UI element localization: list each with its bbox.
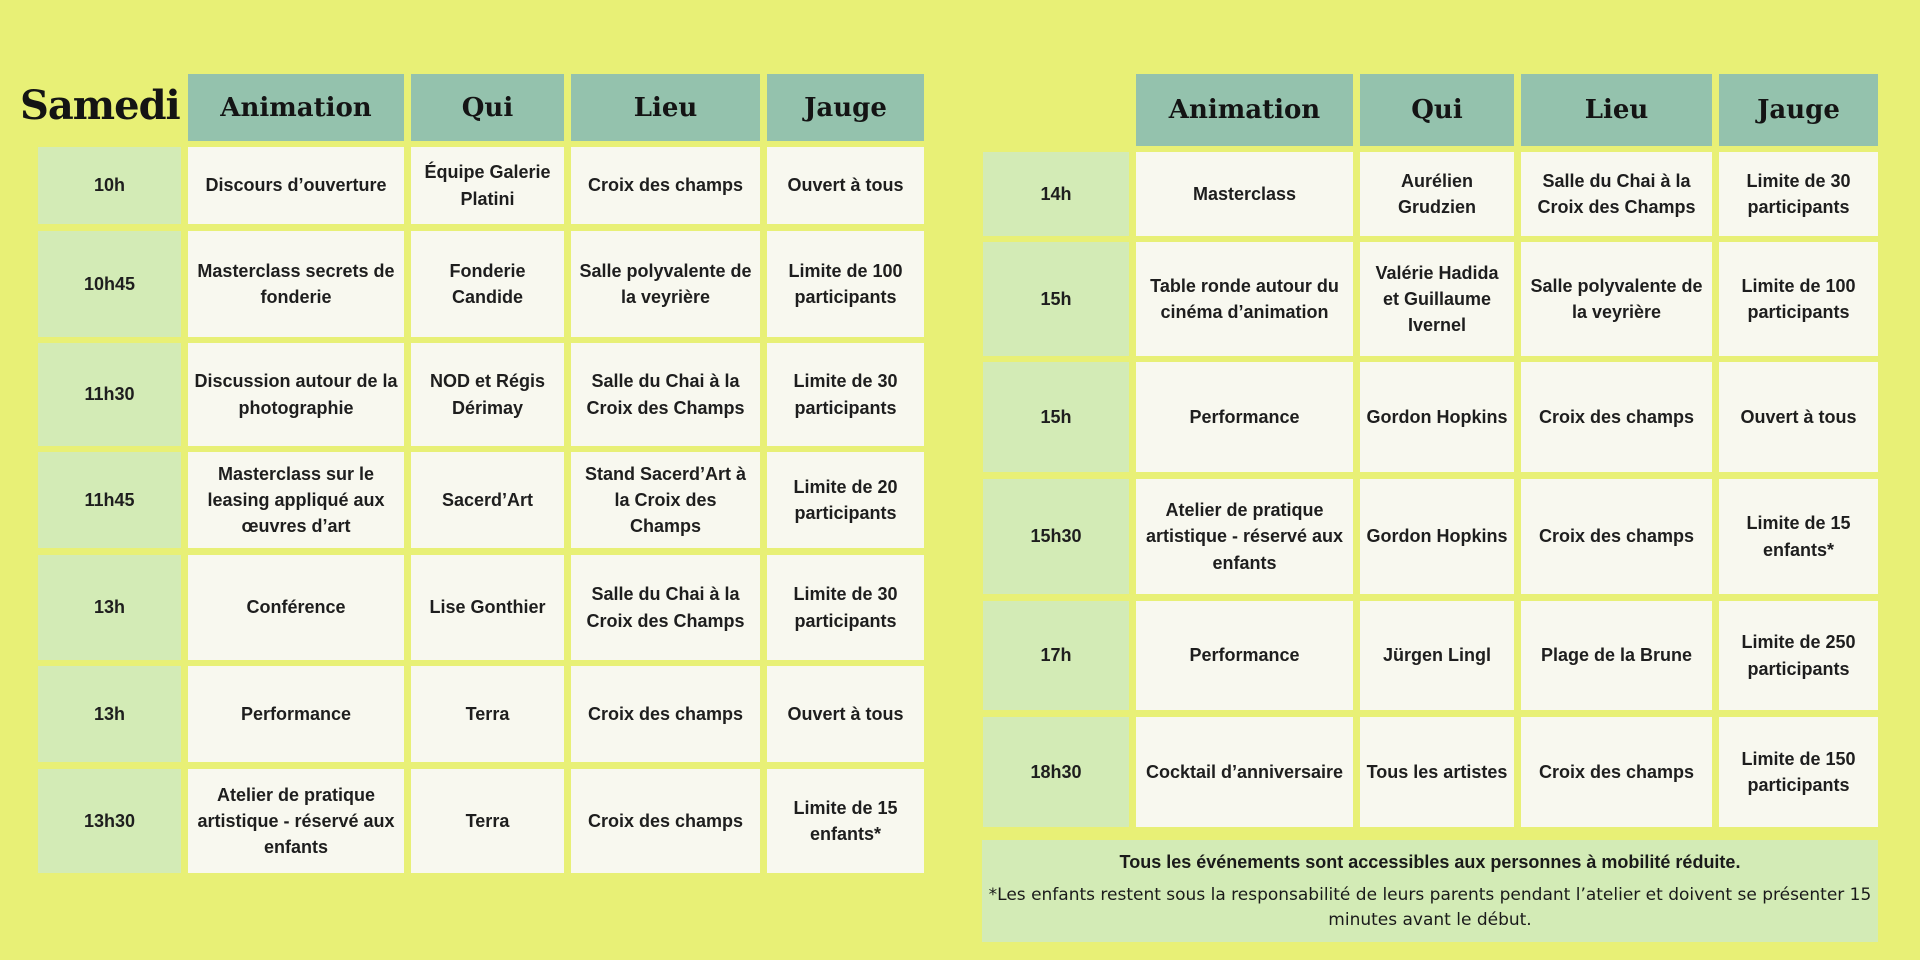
- cell-animation: Table ronde autour du cinéma d’animation: [1136, 242, 1353, 356]
- cell-qui: Aurélien Grudzien: [1360, 152, 1514, 236]
- header-jauge: Jauge: [1719, 74, 1878, 146]
- cell-qui: Fonderie Candide: [411, 231, 564, 337]
- cell-time: 14h: [983, 152, 1129, 236]
- cell-jauge: Limite de 30 participants: [767, 343, 924, 446]
- cell-jauge: Ouvert à tous: [767, 147, 924, 224]
- cell-animation: Cocktail d’anniversaire: [1136, 717, 1353, 827]
- cell-jauge: Limite de 100 participants: [1719, 242, 1878, 356]
- cell-animation: Discussion autour de la photographie: [188, 343, 404, 446]
- cell-animation: Masterclass secrets de fonderie: [188, 231, 404, 337]
- cell-animation: Performance: [1136, 362, 1353, 472]
- cell-animation: Masterclass sur le leasing appliqué aux œuvres d’art: [188, 452, 404, 548]
- cell-animation: Performance: [1136, 601, 1353, 710]
- cell-jauge: Limite de 15 enfants*: [767, 769, 924, 873]
- cell-animation: Conférence: [188, 555, 404, 660]
- cell-jauge: Limite de 150 participants: [1719, 717, 1878, 827]
- cell-jauge: Limite de 15 enfants*: [1719, 479, 1878, 594]
- cell-animation: Atelier de pratique artistique - réservé aux enfants: [1136, 479, 1353, 594]
- cell-lieu: Salle polyvalente de la veyrière: [1521, 242, 1712, 356]
- cell-animation: Discours d’ouverture: [188, 147, 404, 224]
- header-animation: Animation: [1136, 74, 1353, 146]
- header-jauge: Jauge: [767, 74, 924, 141]
- cell-lieu: Plage de la Brune: [1521, 601, 1712, 710]
- cell-time: 13h30: [38, 769, 181, 873]
- cell-lieu: Salle du Chai à la Croix des Champs: [1521, 152, 1712, 236]
- cell-qui: NOD et Régis Dérimay: [411, 343, 564, 446]
- cell-time: 10h: [38, 147, 181, 224]
- cell-jauge: Limite de 30 participants: [1719, 152, 1878, 236]
- cell-jauge: Limite de 100 participants: [767, 231, 924, 337]
- cell-qui: Sacerd’Art: [411, 452, 564, 548]
- cell-qui: Équipe Galerie Platini: [411, 147, 564, 224]
- cell-lieu: Croix des champs: [571, 769, 760, 873]
- cell-jauge: Ouvert à tous: [767, 666, 924, 762]
- cell-time: 15h: [983, 242, 1129, 356]
- children-note: *Les enfants restent sous la responsabilité de leurs parents pendant l’atelier et doivent se présenter 15 minutes avant le début.: [988, 885, 1872, 930]
- cell-time: 15h30: [983, 479, 1129, 594]
- cell-qui: Lise Gonthier: [411, 555, 564, 660]
- cell-jauge: Limite de 250 participants: [1719, 601, 1878, 710]
- accessibility-note: Tous les événements sont accessibles aux personnes à mobilité réduite.: [1119, 852, 1741, 872]
- cell-qui: Gordon Hopkins: [1360, 362, 1514, 472]
- cell-lieu: Croix des champs: [1521, 717, 1712, 827]
- day-title: Samedi: [20, 82, 180, 129]
- header-animation: Animation: [188, 74, 404, 141]
- cell-time: 13h: [38, 666, 181, 762]
- cell-jauge: Limite de 30 participants: [767, 555, 924, 660]
- cell-time: 18h30: [983, 717, 1129, 827]
- cell-animation: Performance: [188, 666, 404, 762]
- cell-time: 11h45: [38, 452, 181, 548]
- header-lieu: Lieu: [571, 74, 760, 141]
- cell-time: 15h: [983, 362, 1129, 472]
- cell-jauge: Ouvert à tous: [1719, 362, 1878, 472]
- cell-time: 13h: [38, 555, 181, 660]
- cell-lieu: Croix des champs: [1521, 362, 1712, 472]
- cell-qui: Gordon Hopkins: [1360, 479, 1514, 594]
- cell-time: 10h45: [38, 231, 181, 337]
- cell-jauge: Limite de 20 participants: [767, 452, 924, 548]
- cell-lieu: Croix des champs: [571, 666, 760, 762]
- cell-lieu: Salle polyvalente de la veyrière: [571, 231, 760, 337]
- cell-time: 17h: [983, 601, 1129, 710]
- cell-animation: Masterclass: [1136, 152, 1353, 236]
- cell-animation: Atelier de pratique artistique - réservé aux enfants: [188, 769, 404, 873]
- cell-qui: Valérie Hadida et Guillaume Ivernel: [1360, 242, 1514, 356]
- header-qui: Qui: [411, 74, 564, 141]
- cell-qui: Terra: [411, 666, 564, 762]
- cell-lieu: Croix des champs: [571, 147, 760, 224]
- cell-lieu: Croix des champs: [1521, 479, 1712, 594]
- cell-qui: Tous les artistes: [1360, 717, 1514, 827]
- cell-lieu: Salle du Chai à la Croix des Champs: [571, 343, 760, 446]
- header-lieu: Lieu: [1521, 74, 1712, 146]
- cell-lieu: Salle du Chai à la Croix des Champs: [571, 555, 760, 660]
- cell-lieu: Stand Sacerd’Art à la Croix des Champs: [571, 452, 760, 548]
- notes-box: [982, 840, 1878, 942]
- cell-qui: Jürgen Lingl: [1360, 601, 1514, 710]
- cell-qui: Terra: [411, 769, 564, 873]
- header-qui: Qui: [1360, 74, 1514, 146]
- cell-time: 11h30: [38, 343, 181, 446]
